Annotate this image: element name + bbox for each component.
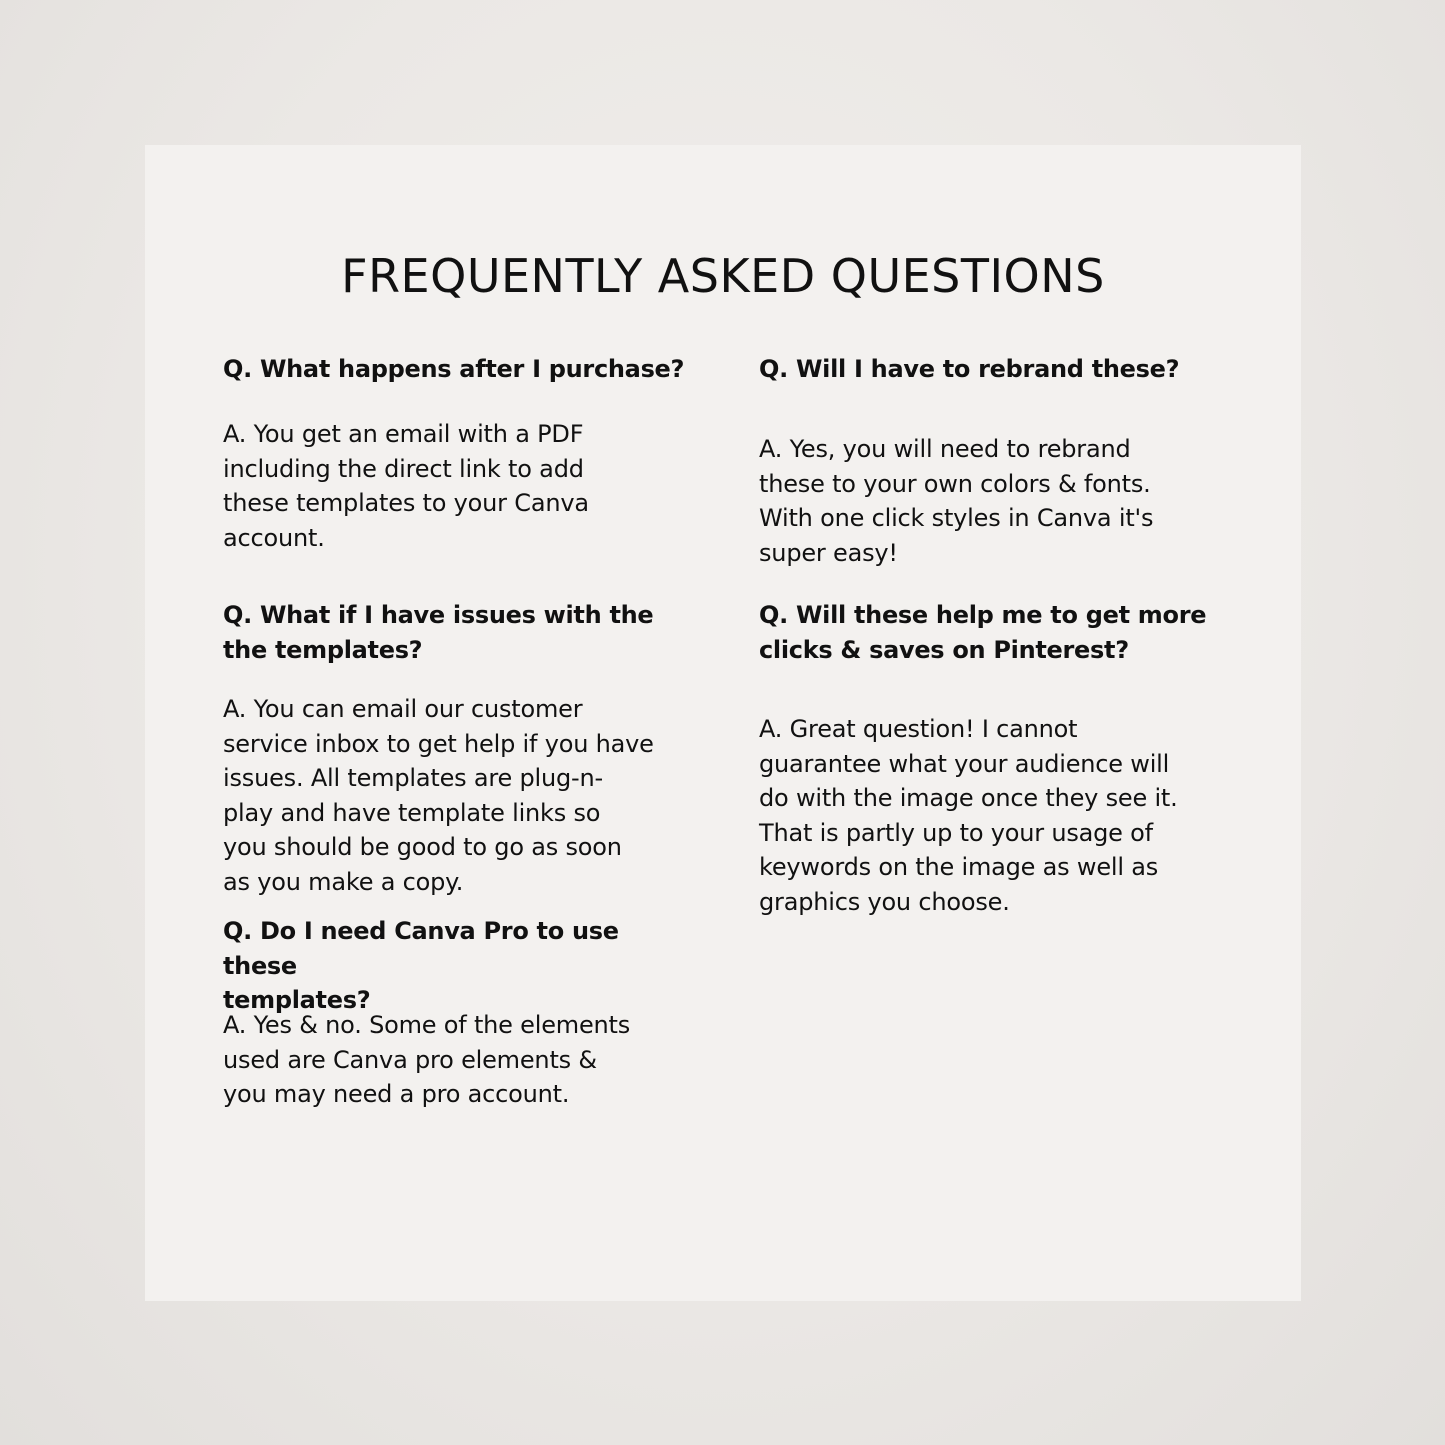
answer-line: these to your own colors & fonts. (759, 469, 1151, 498)
faq-question-pinterest (759, 598, 1229, 667)
answer-line: A. You get an email with a PDF (223, 420, 584, 448)
question-line: the templates? (223, 635, 423, 664)
faq-answer-pinterest (759, 712, 1229, 919)
question-line: Q. What if I have issues with the (223, 601, 654, 629)
question-line: clicks & saves on Pinterest? (759, 635, 1129, 664)
question-line: Q. Will I have to rebrand these? (759, 355, 1180, 383)
faq-question-canva-pro (223, 914, 693, 1018)
answer-line: you should be good to go as soon (223, 833, 622, 861)
answer-line: A. You can email our customer (223, 695, 583, 723)
question-line: templates? (223, 986, 371, 1014)
faq-question-rebrand (759, 352, 1229, 387)
faq-answer-canva-pro (223, 1008, 693, 1112)
faq-card (145, 145, 1301, 1301)
answer-line: play and have template links so (223, 798, 601, 827)
answer-line: used are Canva pro elements & (223, 1045, 597, 1074)
answer-line: A. Yes, you will need to rebrand (759, 435, 1131, 463)
answer-line: keywords on the image as well as (759, 853, 1159, 881)
question-line: Q. Will these help me to get more (759, 601, 1207, 629)
answer-line: graphics you choose. (759, 887, 1010, 916)
answer-line: With one click styles in Canva it's (759, 504, 1154, 532)
answer-line: account. (223, 523, 325, 552)
answer-line: service inbox to get help if you have (223, 729, 654, 758)
page-title: FREQUENTLY ASKED QUESTIONS (341, 249, 1105, 303)
answer-line: super easy! (759, 538, 898, 567)
answer-line: That is partly up to your usage of (759, 818, 1153, 847)
faq-answer-rebrand (759, 432, 1229, 570)
answer-line: these templates to your Canva (223, 489, 589, 517)
faq-question-issues (223, 598, 693, 667)
answer-line: issues. All templates are plug-n- (223, 764, 603, 792)
answer-line: you may need a pro account. (223, 1080, 570, 1108)
answer-line: including the direct link to add (223, 454, 584, 483)
answer-line: A. Yes & no. Some of the elements (223, 1011, 631, 1039)
answer-line: A. Great question! I cannot (759, 715, 1078, 743)
answer-line: guarantee what your audience will (759, 749, 1170, 778)
question-line: Q. Do I need Canva Pro to use these (223, 917, 619, 980)
faq-answer-issues (223, 692, 693, 899)
faq-question-purchase (223, 352, 693, 387)
question-line: Q. What happens after I purchase? (223, 355, 685, 383)
faq-answer-purchase (223, 417, 693, 555)
answer-line: do with the image once they see it. (759, 784, 1178, 812)
answer-line: as you make a copy. (223, 867, 464, 896)
